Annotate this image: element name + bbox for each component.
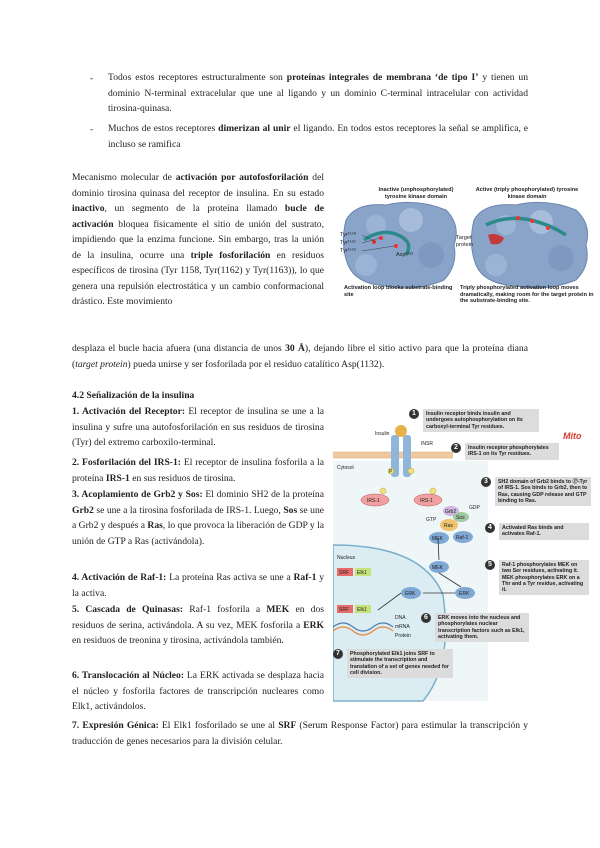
section-title: 4.2 Señalización de la insulina <box>72 390 195 401</box>
pathway-step-4: Activated Ras binds and activates Raf-1. <box>499 523 589 540</box>
step-5-text: 5. Cascada de Quinasas: Raf-1 fosforila a MEK en dos residuos de serina, activándola. A su vez, MEK fosforila a ERK en residuos de treonina y tirosina, activándola también. <box>72 604 325 646</box>
mito-brand: Mito <box>563 431 582 441</box>
bullet-1: Todos estos receptores estructuralmente son proteínas integrales de membrana ‘de tipo I’ y tienen un dominio N-terminal extracelular que une al ligando y un dominio C-terminal intracelular con actividad tirosina-quinasa. <box>108 72 529 114</box>
step-badge-7: 7 <box>333 649 343 659</box>
active-title: Active (triply phosphorylated) tyrosine kinase domain <box>475 187 579 200</box>
target-protein-label: Target protein <box>456 235 474 248</box>
active-caption: Triply phosphorylated activation loop moves dramatically, making room for the target protein in the substrate-binding site. <box>460 285 594 305</box>
raf1-label: Raf-1 <box>456 535 469 541</box>
step-2-text: 2. Fosforilación del IRS-1: El receptor de insulina fosforila a la proteína IRS-1 en sus residuos de tirosina. <box>72 457 324 484</box>
tyr1158-label: Tyr¹¹⁵⁸ <box>340 232 357 238</box>
gtp-label: GTP <box>426 517 437 523</box>
step-badge-6: 6 <box>421 613 431 623</box>
srf-label: SRF <box>339 607 349 613</box>
gdp-label: GDP <box>469 505 480 511</box>
erk-label: ERK <box>405 591 416 597</box>
step-badge-4: 4 <box>485 523 495 533</box>
srf-label: SRF <box>339 570 349 576</box>
mek-label: MEK <box>432 536 443 542</box>
bullet-marker: - <box>90 73 94 84</box>
pathway-step-5: Raf-1 phosphorylates MEK on two Ser residues, activating it. MEK phosphorylates ERK on a Thr and a Tyr residue, activating it. <box>499 560 589 595</box>
pathway-step-7: Phosphorylated Elk1 joins SRF to stimulate the transcription and translation of a set of genes needed for cell division. <box>347 649 453 678</box>
nucleus-label: Nucleus <box>337 555 356 561</box>
dna-label: DNA <box>395 615 406 621</box>
step-badge-1: 1 <box>409 409 419 419</box>
insr-label: INSR <box>421 441 433 447</box>
sos-label: Sos <box>456 515 465 521</box>
asp1132-label: Asp¹¹³² <box>396 252 414 258</box>
kinase-domain-figure <box>336 180 600 315</box>
mek-label: MEK <box>432 565 443 571</box>
step-4-text: 4. Activación de Raf-1: La proteína Ras activa se une a Raf-1 y la activa. <box>72 572 324 599</box>
mechanism-continuation: desplaza el bucle hacia afuera (una distancia de unos 30 Å), dejando libre el sitio activo para que la proteína diana (target protein) pueda unirse y ser fosforilada por el residuo catalítico Asp(1132). <box>72 343 528 370</box>
step-badge-5: 5 <box>485 560 495 570</box>
inactive-title: Inactive (unphosphorylated) tyrosine kinase domain <box>378 187 454 200</box>
step-7-text: 7. Expresión Génica: El Elk1 fosforilado se une al SRF (Serum Response Factor) para estimular la transcripción y traducción de genes necesarios para la división celular. <box>72 720 529 747</box>
insulin-pathway-figure <box>333 405 593 705</box>
bullet-marker: - <box>90 124 94 135</box>
mechanism-paragraph: Mecanismo molecular de activación por autofosforilación del dominio tirosina quinasa del receptor de insulina. En su estado inactivo, un segmento de la proteína llamado bucle de activación bloquea físicamente el sitio de unión del sustrato, impidiendo que la enzima funcione. Sin embargo, tras la unión de la insulina, ocurre una triple fosforilación en residuos específicos de tirosina (Tyr 1158, Tyr(1162) y Tyr(1163)), lo que genera una repulsión electrostática y un cambio conformacional drástico. Este movimiento <box>72 172 324 307</box>
erk-label: ERK <box>459 591 470 597</box>
elk1-label: Elk1 <box>357 607 367 613</box>
step-6-text: 6. Translocación al Núcleo: La ERK activada se desplaza hacia el núcleo y fosforila factores de transcripción nucleares como Elk1, activándolos. <box>72 670 324 712</box>
pathway-step-1: Insulin receptor binds insulin and undergoes autophosphorylation on its carboxyl-terminal Tyr residues. <box>423 409 539 432</box>
step-badge-3: 3 <box>481 477 491 487</box>
pathway-step-6: ERK moves into the nucleus and phosphorylates nuclear transcription factors such as Elk1, activating them. <box>435 613 529 642</box>
pathway-step-2: Insulin receptor phosphorylates IRS-1 on its Tyr residues. <box>465 443 559 460</box>
pathway-step-3: SH2 domain of Grb2 binds to Ⓟ-Tyr of IRS-1. Sos binds to Grb2, then to Ras, causing GDP release and GTP binding to Ras. <box>495 477 591 506</box>
grb2-label: Grb2 <box>445 509 457 515</box>
bullet-2: Muchos de estos receptores dimerizan al unir el ligando. En todos estos receptores la señal se amplifica, e incluso se ramifica <box>108 123 528 150</box>
irs1-label: IRS-1 <box>420 498 433 504</box>
step-3-text: 3. Acoplamiento de Grb2 y Sos: El dominio SH2 de la proteína Grb2 se une a la tirosina fosforilada de IRS-1. Luego, Sos se une a Grb2 y después a Ras, lo que provoca la liberación de GDP y la unión de GTP a Ras (activándola). <box>72 489 325 547</box>
step-badge-2: 2 <box>451 443 461 453</box>
ras-label: Ras <box>444 523 453 529</box>
irs1-label: IRS-1 <box>367 498 380 504</box>
tyr1163-label: Tyr¹¹⁶³ <box>340 248 356 254</box>
phosphate-label: P <box>389 469 393 475</box>
mrna-label: mRNA <box>395 624 410 630</box>
inactive-caption: Activation loop blocks substrate-binding site <box>344 285 453 298</box>
elk1-label: Elk1 <box>357 570 367 576</box>
protein-label: Protein <box>395 633 411 639</box>
cytosol-label: Cytosol <box>337 465 354 471</box>
tyr1162-label: Tyr¹¹⁶² <box>340 240 356 246</box>
insulin-label: Insulin <box>375 431 390 437</box>
step-1-text: 1. Activación del Receptor: El receptor de insulina se une a la insulina y sufre una autofosforilación en sus residuos de tirosina (Tyr) del extremo carboxilo-terminal. <box>72 406 324 448</box>
